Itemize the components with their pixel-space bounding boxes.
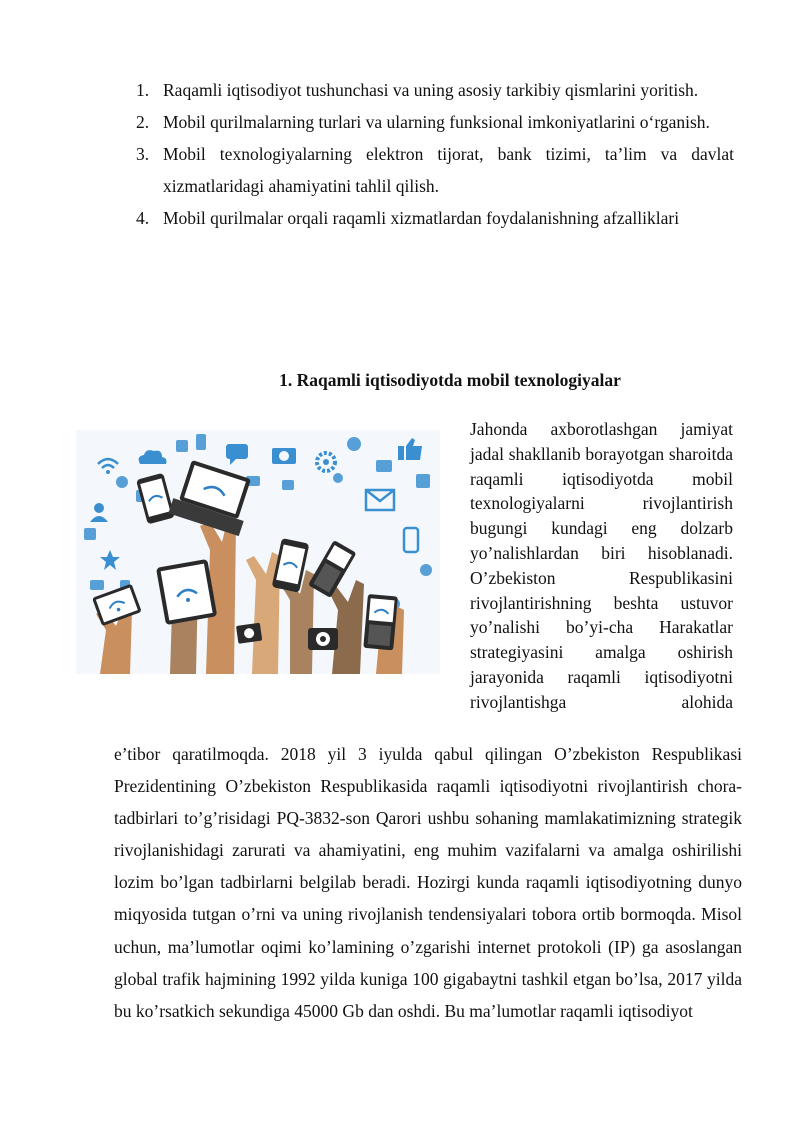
list-item xyxy=(136,202,734,234)
list-text: Mobil qurilmalarning turlari va ularning funksional imkoniyatlarini o‘rganish. xyxy=(163,112,710,132)
objectives-list xyxy=(136,74,734,234)
phone-device xyxy=(363,594,398,650)
list-item xyxy=(136,138,734,202)
list-number: 3. xyxy=(136,144,150,164)
body-paragraph xyxy=(114,738,742,1027)
list-number: 4. xyxy=(136,208,150,228)
list-item xyxy=(136,74,734,106)
list-number: 2. xyxy=(136,112,150,132)
camera-device xyxy=(236,623,262,644)
paragraph: e’tibor qaratilmoqda. 2018 yil 3 iyulda qabul qilingan O’zbekiston Respublikasi Prezidentining O’zbekiston Respublikasida raqamli iqtisodiyotni rivojlantirish chora-tadbirlari to’g’risidagi PQ-3832-son Qarori ushbu sohaning mamlakatimizning strategik rivojlanishidagi zarurati va ahamiyatini, eng muhim vazifalarni va amalga oshirilishi lozim bo’lgan tadbirlarni belgilab beradi. Hozirgi kunda raqamli iqtisodiyotning dunyo miqyosida tutgan o’rni va uning rivojlanish tendensiyalari tobora ortib bormoqda. Misol uchun, ma’lumotlar oqimi ko’lamining o’zgarishi internet protokoli (IP) ga asoslangan global trafik hajmining 1992 yilda kuniga 100 gigabaytni tashkil etgan bo’lsa, 2017 yilda bu ko’rsatkich sekundiga 45000 Gb dan oshdi. Bu ma’lumotlar raqamli iqtisodiyot xyxy=(114,744,742,1021)
camera-icon xyxy=(272,448,296,464)
list-number: 1. xyxy=(136,80,150,100)
camera-device xyxy=(308,628,338,650)
tablet-device xyxy=(156,559,217,625)
paragraph: Jahonda axborotlashgan jamiyat jadal shakllanib borayotgan sharoitda raqamli iqtisodiyotda mobil texnologiyalarni rivojlantirish bugungi kundagi eng dolzarb yo’nalishlardan biri hisoblanadi. O’zbekiston Respublikasini rivojlantirishning beshta ustuvor yo’nalishi bo’yi-cha Harakatlar strategiyasini amalga oshirish jarayonida raqamli iqtisodiyotni rivojlantishga alohida xyxy=(470,419,733,712)
list-text: Mobil texnologiyalarning elektron tijorat, bank tizimi, ta’lim va davlat xizmatlaridagi ahamiyatini tahlil qilish. xyxy=(163,144,734,196)
list-text: Mobil qurilmalar orqali raqamli xizmatlardan foydalanishning afzalliklari xyxy=(163,208,680,228)
list-item xyxy=(136,106,734,138)
list-text: Raqamli iqtisodiyot tushunchasi va uning asosiy tarkibiy qismlarini yoritish. xyxy=(163,80,699,100)
section-title: 1. Raqamli iqtisodiyotda mobil texnologiyalar xyxy=(279,370,621,390)
mobile-technology-illustration xyxy=(76,430,440,674)
intro-side-paragraph xyxy=(470,417,733,715)
